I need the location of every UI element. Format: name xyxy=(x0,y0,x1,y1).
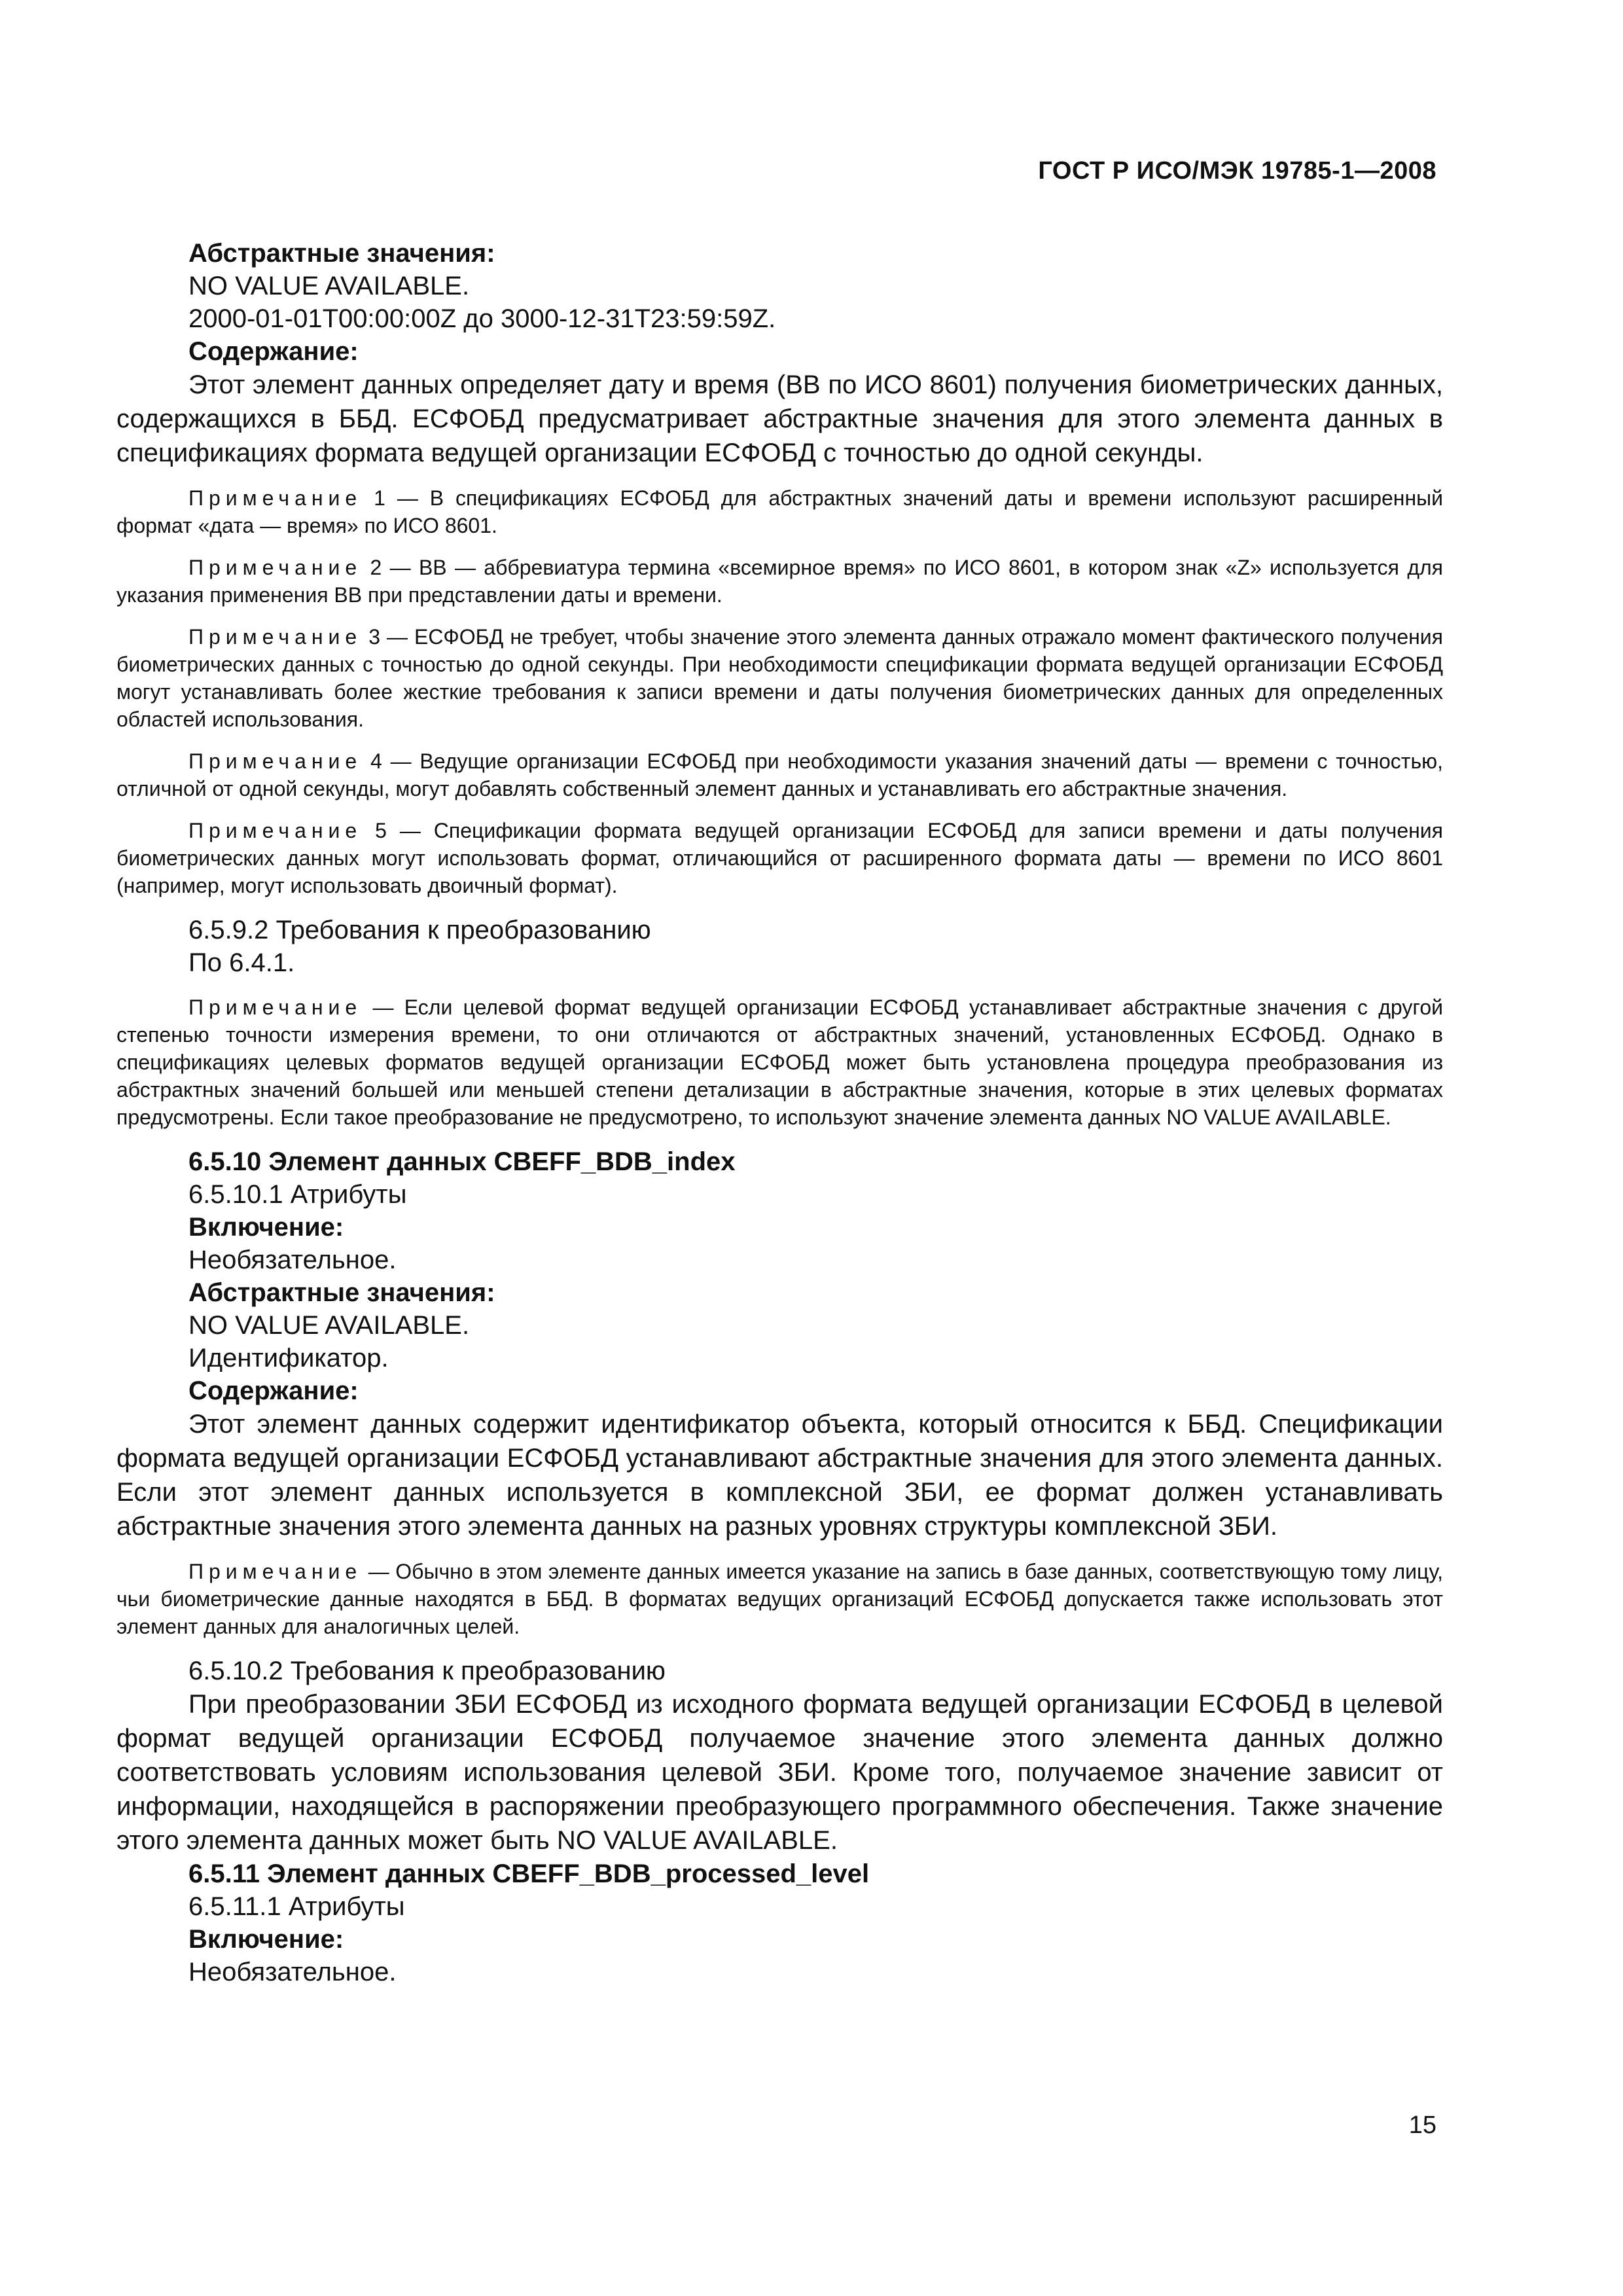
section-heading: 6.5.11 Элемент данных CBEFF_BDB_processed_level xyxy=(188,1859,870,1888)
note-label: Примечание xyxy=(188,556,363,579)
note-text: 5 — Спецификации формата ведущей организации ЕСФОБД для записи времени и даты получения биометрических данных могут использовать формат, отличающийся от расширенного формата даты — времени по ИСО 8601 (например, могут использовать двоичный формат). xyxy=(116,819,1443,897)
note-1 xyxy=(116,484,1443,539)
value-no-value: NO VALUE AVAILABLE. xyxy=(188,272,470,300)
note-label: Примечание xyxy=(188,625,363,649)
note-text: 1 — В спецификациях ЕСФОБД для абстрактных значений даты и времени используют расширенный формат «дата — время» по ИСО 8601. xyxy=(116,486,1443,537)
note-label: Примечание xyxy=(188,996,363,1019)
note-text: 2 — ВВ — аббревиатура термина «всемирное время» по ИСО 8601, в котором знак «Z» используется для указания применения ВВ при представлении даты и времени. xyxy=(116,556,1443,607)
section-heading: 6.5.10 Элемент данных CBEFF_BDB_index xyxy=(188,1147,736,1176)
note-3 xyxy=(116,623,1443,733)
note-label: Примечание xyxy=(188,1560,363,1583)
note-text: — Если целевой формат ведущей организации ЕСФОБД устанавливает абстрактные значения с другой степенью точности измерения времени, то они отличаются от абстрактных значений, установленных ЕСФОБД. Однако в спецификациях целевых форматов ведущей организации ЕСФОБД может быть установлена процедура преобразования из абстрактных значений большей или меньшей степени детализации в абстрактные значения, которые в этих целевых форматах предусмотрены. Если такое преобразование не предусмотрено, то используют значение элемента данных NO VALUE AVAILABLE. xyxy=(116,996,1443,1129)
note-label: Примечание xyxy=(188,486,363,510)
note-text: — Обычно в этом элементе данных имеется указание на запись в базе данных, соответствующую тому лицу, чьи биометрические данные находятся в ББД. В форматах ведущих организаций ЕСФОБД допускается также использовать этот элемент данных для аналогичных целей. xyxy=(116,1560,1443,1638)
label-content: Содержание: xyxy=(188,1376,359,1405)
label-content: Содержание: xyxy=(188,337,359,366)
note-label: Примечание xyxy=(188,749,363,773)
note-label: Примечание xyxy=(188,819,363,842)
body-paragraph: Этот элемент данных определяет дату и время (ВВ по ИСО 8601) получения биометрических данных, содержащихся в ББД. ЕСФОБД предусматривает абстрактные значения для этого элемента данных в спецификациях формата ведущей организации ЕСФОБД с точностью до одной секунды. xyxy=(116,370,1443,467)
subsection-heading: 6.5.11.1 Атрибуты xyxy=(188,1892,405,1921)
note-2 xyxy=(116,554,1443,609)
label-abstract-values: Абстрактные значения: xyxy=(188,239,495,268)
note-conversion xyxy=(116,994,1443,1131)
label-inclusion: Включение: xyxy=(188,1213,344,1242)
subsection-heading: 6.5.9.2 Требования к преобразованию xyxy=(188,916,651,944)
note-text: 4 — Ведущие организации ЕСФОБД при необходимости указания значений даты — времени с точностью, отличной от одной секунды, могут добавлять собственный элемент данных и устанавливать его абстрактные значения. xyxy=(116,749,1443,800)
note-4 xyxy=(116,747,1443,802)
reference-text: По 6.4.1. xyxy=(188,948,295,977)
value-optional: Необязательное. xyxy=(188,1958,397,1986)
body-paragraph: При преобразовании ЗБИ ЕСФОБД из исходного формата ведущей организации ЕСФОБД в целевой формат ведущей организации ЕСФОБД получаемое значение этого элемента данных должно соответствовать условиям использования целевой ЗБИ. Кроме того, получаемое значение зависит от информации, находящейся в распоряжении преобразующего программного обеспечения. Также значение этого элемента данных может быть NO VALUE AVAILABLE. xyxy=(116,1690,1443,1855)
label-inclusion: Включение: xyxy=(188,1925,344,1954)
note-index xyxy=(116,1558,1443,1640)
document-header: ГОСТ Р ИСО/МЭК 19785-1—2008 xyxy=(1038,157,1436,185)
note-5 xyxy=(116,817,1443,899)
subsection-heading: 6.5.10.2 Требования к преобразованию xyxy=(188,1657,666,1685)
subsection-heading: 6.5.10.1 Атрибуты xyxy=(188,1180,407,1209)
value-optional: Необязательное. xyxy=(188,1246,397,1274)
value-no-value: NO VALUE AVAILABLE. xyxy=(188,1311,470,1340)
page-content xyxy=(116,237,1443,1988)
value-identifier: Идентификатор. xyxy=(188,1344,389,1372)
page-number: 15 xyxy=(1408,2111,1436,2139)
note-text: 3 — ЕСФОБД не требует, чтобы значение этого элемента данных отражало момент фактического получения биометрических данных с точностью до одной секунды. При необходимости спецификации формата ведущей организации ЕСФОБД могут устанавливать более жесткие требования к записи времени и даты получения биометрических данных для определенных областей использования. xyxy=(116,625,1443,731)
value-date-range: 2000-01-01T00:00:00Z до 3000-12-31T23:59:59Z. xyxy=(188,304,776,333)
label-abstract-values: Абстрактные значения: xyxy=(188,1278,495,1307)
body-paragraph: Этот элемент данных содержит идентификатор объекта, который относится к ББД. Спецификации формата ведущей организации ЕСФОБД устанавливают абстрактные значения для этого элемента данных. Если этот элемент данных используется в комплексной ЗБИ, ее формат должен устанавливать абстрактные значения этого элемента данных на разных уровнях структуры комплексной ЗБИ. xyxy=(116,1410,1443,1541)
